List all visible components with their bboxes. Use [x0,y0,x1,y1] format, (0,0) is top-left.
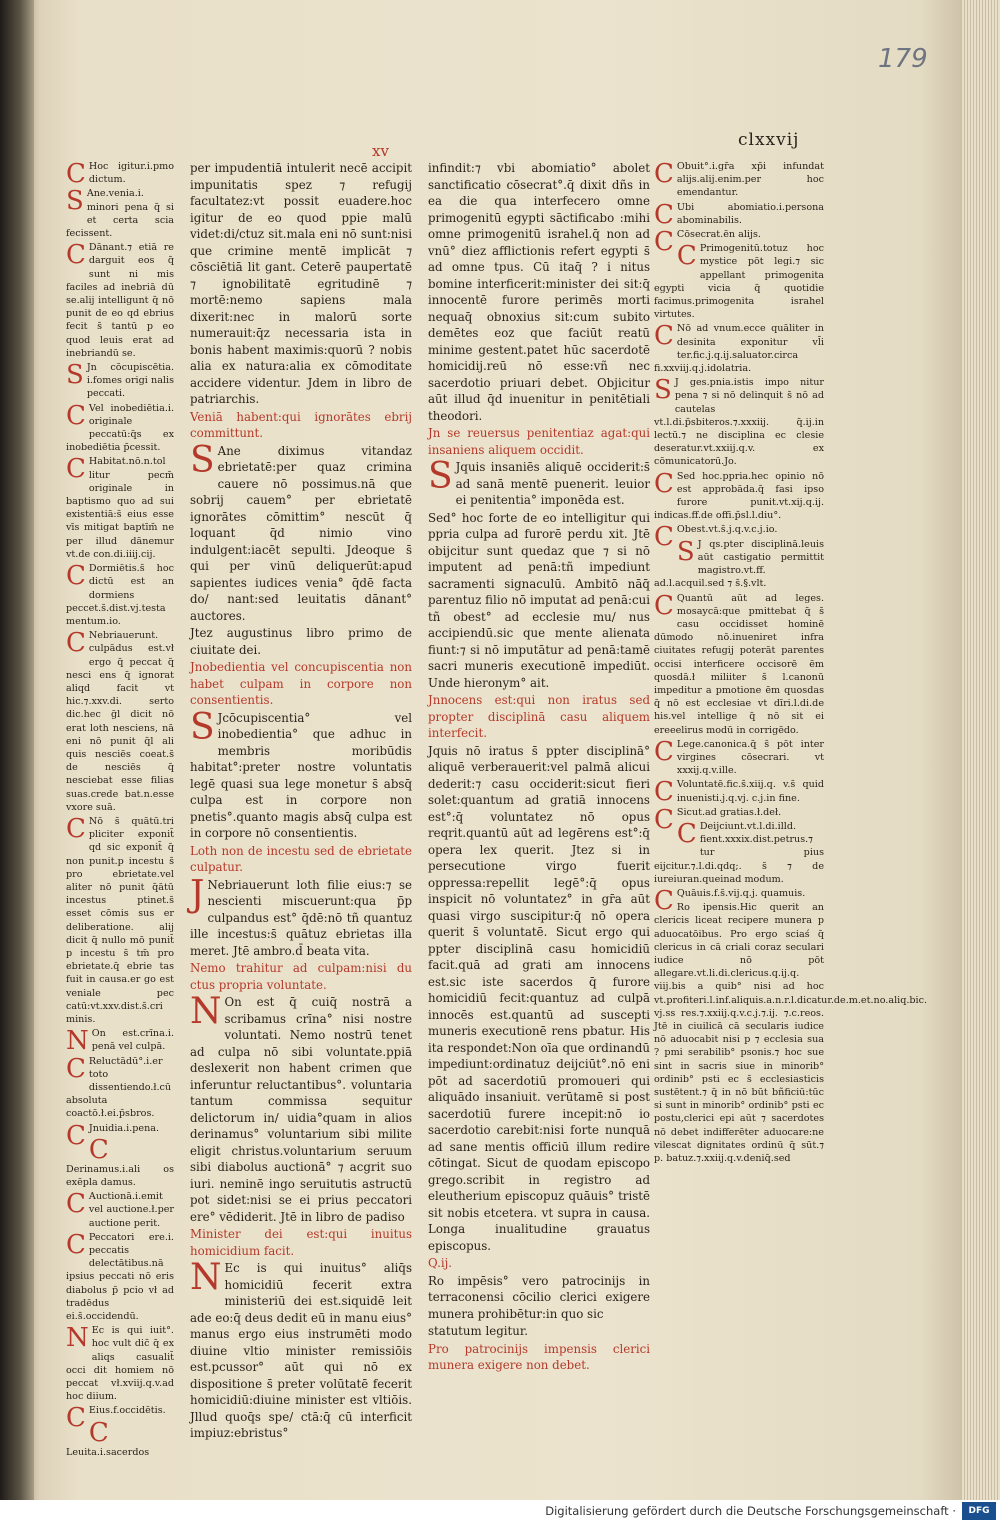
paragraph-text: Jnuidia.i.pena. [88,1122,160,1134]
text-paragraph [654,820,824,886]
paragraph-text: On est.crīna.i. penā vel culpā. [91,1028,174,1053]
initial-letter: S [66,360,84,391]
initial-letter: N [66,1323,89,1354]
text-paragraph [66,1190,174,1230]
paragraph-text: Nebriauerunt. culpādus est.vł ergo q̄ peccat q̄ nesci ens q̄ ignorat aliqd facit vt hic.⁊.xxv.di. serto dic.hec ḡl dicit nō erat loth nesciens, nā eni nō punit q̄l ali quis nesciēs coeat.s̄ de nesciēs q̄ nesciebat esse filias suas.crede bat.n.esse vxore suā. [66,630,174,813]
gloss-column-right [654,159,928,1310]
initial-letter: C [66,1120,86,1151]
paragraph-text: Nebriauerunt loth filie eius:⁊ se nescienti miscuerunt:qua p̄p culpandus est° q̄dē:nō tñ quantuz ille incestus:s̄ quātuz ebrietas illa meret. Jtē ambro.d̄ beata vita. [190,877,412,958]
text-paragraph [654,901,928,1165]
paragraph-text: J qs.pter disciplinā.leuis aūt castigatio permittit magistro.vt.ff. ad.l.acquil.sed ⁊ s̄.§.vlt. [654,538,824,590]
text-paragraph [66,455,174,561]
text-paragraph [428,1273,650,1323]
footer-bar [0,1500,1000,1523]
paragraph-text: Deijciunt.vt.l.di.illd. fient.xxxix.dist.petrus.⁊ tur pius eijcitur.⁊.l.di.qdq;. s̄ ⁊ de iureiuran.queinad modum. [654,820,824,885]
initial-letter: C [654,777,674,808]
text-paragraph [428,743,650,1255]
paragraph-text: Vel inobediētia.i. originale peccatū:q̄s ex inobediētia p̄cessit. [66,402,174,454]
paragraph-text: Jquis nō iratus s̄ ppter disciplinā° aliquē verberauerit:vel palmā alicui dederit:⁊ casu occiderit:sicut fieri solet:quantum ad gratiā innocens est°:q̄ voluntatez nō opus reqrit.quantū aūt ad legērens est°:q̄ opera lex querit. Jtez si in persecutione virgo fuerit oppressa:repellit legē°:q̄ opus inspicit nō voluntatez° in gr̄a aūt quasi virgo suscipitur:q̄ nō opera querit s̄ voluntatē. Sicut ergo qui ppter disciplinā casu homicidiū facit.quā ad grati am innocens est.sic iste sacerdos q̄ furore homicidiū fecit:quantuz ad culpā innocēs est.quantū ad suscepti muneris executionē rens pbatur. His ita respondet:Non oīa que ordinandū impediunt:ordinatuz deijciūt°.nō eni pōt ad sacerdotiū promoueri qui aliquādo insaniuit. verūtamē si post sacerdotiū furere incepit:nō io sacerdotio carebit:nisi forte nunquā ad sane mentis officiū illum redire cōtingat. Sicut de quodam episcopo grego.scribit in registro ad eleutherium episcopuz quāuis° tristē sit nobis etcetera. vt supra in causa. Longa inualitudine grauatus episcopus. [428,743,650,1253]
rubric-heading [428,1255,650,1272]
paragraph-text: Jn cōcupiscētia. i.fomes origi nalis peccati. [86,362,174,400]
paragraph-text: Minister dei est:qui inuitus homicidium facit. [190,1227,412,1258]
text-paragraph [654,199,824,230]
text-paragraph [66,159,174,189]
paragraph-text: Jcōcupiscentia° vel inobedientia° que adhuc in membris moribūdis habitat°:preter nostre voluntatis legē quasi sua lege monetur s̄ absq̄ culpa est in corpore non pnetis°.quanto magis absq̄ culpa est in corpore nō consentientis. [190,710,412,840]
paragraph-text: Jtez augustinus libro primo de ciuitate dei. [190,626,412,657]
text-paragraph [190,873,412,960]
text-paragraph [190,706,412,842]
paragraph-text: Jn se reuersus penitentiaz agat:qui insaniens aliquem occidit. [428,426,650,457]
initial-letter: S [654,375,672,406]
text-paragraph [654,160,824,200]
paragraph-text: Primogenitū.totuz hoc mystice pōt legi.⁊ sic appellant primogenita egypti vicia q̄ quotidie facimus.primogenita israhel virtutes. [654,243,824,321]
paragraph-text: Sed hoc.ppria.hec opinio nō est approbāda.q̄ fasi ipso furore punit.vt.xij.q.ij. indicas.ff.de offi.p̄sl.l.diu°. [654,470,824,522]
paragraph-text: Jnobedientia vel concupiscentia non habet culpam in corpore non consentientis. [190,660,412,707]
initial-letter: C [66,1403,86,1434]
paragraph-text: Lege.canonica.q̄ s̄ pōt inter virgines cōsecrari. vt xxxij.q.v.ille. [676,738,824,777]
initial-letter: C [654,736,674,767]
paragraph-text: Veniā habent:qui ignorātes ebrij committunt. [190,409,412,440]
text-paragraph [190,1257,412,1442]
initial-letter: C [66,159,86,189]
initial-letter: C [654,159,674,189]
text-paragraph [428,456,650,509]
initial-letter: C [66,400,86,431]
text-paragraph [190,991,412,1225]
paragraph-text: Eius.f.occidētis. [88,1405,166,1417]
paragraph-text: Q.ij. [428,1256,453,1270]
text-paragraph [66,1231,174,1323]
paragraph-text: Reluctādū°.i.er toto dissentiendo.ł.cū absoluta coactō.ł.ei.p̄sbros. [66,1055,172,1120]
rubric-heading [190,659,412,709]
text-paragraph [66,1026,174,1057]
rubric-heading [428,1341,650,1374]
paragraph-text: Ec is qui iuit°. hoc vult dic̄ q̄ ex aliqs casualit̄ occi dit homiem nō peccat vł.xviij.q.v.ad hoc diium. [66,1325,174,1403]
paragraph-text: On est q̄ cuiq̄ nostrā a scribamus crīna° nisi nostre voluntati. Nemo nostrū tenet ad culpa nō sibi voluntate.ppiā deslexerit non habent crimen que inferuntur reluctantibus°. voluntaria tantum commissa sequitur delictorum in/ uidia°quam in alios derinamus° voluntarium sibi milite eligit christus.voluntarium seruum sibi diabolus auctionā° ⁊ acgrit suo iuri. neminē ingo seruitutis astructū pot sidet:nisi se ei prius peccatori ere° vēdiderit. Jtē in libro de padiso [190,995,412,1224]
page-fore-edge [962,0,1000,1500]
initial-letter: C [654,804,674,835]
text-paragraph [654,522,824,553]
funding-credit: Digitalisierung gefördert durch die Deutsche Forschungsgemeinschaft · [545,1504,956,1518]
initial-letter: C [88,1417,109,1448]
initial-letter: C [654,522,674,553]
text-paragraph [66,629,174,814]
text-paragraph [66,815,174,1026]
paragraph-text: Derinamus.i.ali os exēpla damus. [66,1163,174,1189]
initial-letter: J [190,873,205,915]
text-column-left [190,160,412,1440]
folio-number: clxxvij [738,130,800,150]
initial-letter: N [66,1026,89,1057]
paragraph-text: Auctionā.i.emit vel auctione.ł.per auctione perit. [88,1191,174,1229]
text-paragraph [654,538,824,591]
paragraph-text: Habitat.nō.n.tol litur pecm̄ originale in baptismo quo ad sui existentiā:s̄ eius esse vīs mitigat baptīm̄ ne per illud dānemur vt.de con.di.iiij.cij. [66,456,174,560]
paragraph-text: Nō ad vnum.ecce quāliter in desinita exponitur vl̄i ter.fic.j.q.ij.saluator.circa fi.xxviij.q.j.idolatria. [654,323,824,375]
rubric-heading [190,409,412,442]
initial-letter: C [88,1134,109,1165]
initial-letter: S [190,439,215,481]
initial-letter: C [66,561,86,592]
paragraph-text: Pro patrocinijs impensis clerici munera exigere non debet. [428,1341,650,1372]
paragraph-text: Nō s̄ quātū.tri pliciter exponit̄ qd sic exponit̄ q̄ non punit.p incestu s̄ pro ebrietate.vel aliter nō punit q̄ātū incestus ptinet.s̄ esset cōmis sus er deliberatione. alij dicit q̄ nullo mō punit̄ p incestu s̄ tm̄ pro ebrietate.q̄ ebrie tas fuit in causa.er go est veniale pec catū:vt.xxv.dist.s̄.cri minis. [66,815,174,1025]
paragraph-text: J ges.pnia.istis impo nitur pena ⁊ si nō delinquit s̄ nō ad cautelas vt.l.di.p̄sbiteros.⁊.xxxiij. q̄.ij.in lectū.⁊ ne disciplina ec clesie deseratur.vt.xxiij.q.v. ex cōmunicatorū.Jo. [654,377,824,468]
initial-letter: C [66,240,86,271]
initial-letter: N [190,991,222,1032]
initial-letter: C [66,454,86,485]
paragraph-text: Cōsecrat.ēn alijs. [676,229,761,241]
paragraph-text: Ec is qui inuitus° aliq̄s homicidiū fecerit extra ministeriū dei est.siquidē leit ade eo:q̄ deus dedit eū in manu eius° manus ergo eius instrumēti modo diuine vltio minister remissiōis est.pcussor° aūt qui nō ex dispositione s̄ preter volūtatē fecerit homicidiū:diuine minister est vltiōis. Jllud quoq̄s spe/ ctā:q̄ cū interficit impiuz:ebristus° [190,1261,412,1440]
paragraph-text: Sed° hoc forte de eo intelligitur qui ppria culpa ad furorē perdu xit. Jtē obijcitur sunt quedaz que ⁊ si nō imputent ad penā:tñ impediunt sacramenti signaculū. Ambitō nāq̄ parentuz filio nō imputat ad penā:cui tñ obest° ad ecclesie mu/ nus accipiendū.sic que mente alienata fiunt:⁊ si nō imputātur ad penā:tamē sacri muneris executionē impediūt. Unde hieronym° ait. [428,510,650,690]
paragraph-text: Jnnocens est:qui non iratus sed propter disciplinā casu aliquem interfecit. [428,693,650,740]
text-paragraph [654,470,824,523]
rubric-heading [428,692,650,742]
paragraph-text: Ro impēsis° vero patrocinijs in terraconensi cōcilio clerici exigere munera prohibētur:in quo sic [428,1273,650,1321]
signature-mark: xv [372,142,389,160]
initial-letter: C [676,818,697,849]
text-paragraph [66,562,174,628]
paragraph-text: Voluntatē.fic.s̄.xiij.q. v.s̄ quid inuenisti.j.q.vj. c.j.in fine. [676,779,824,804]
initial-letter: C [654,590,674,621]
initial-letter: C [66,1053,86,1084]
paragraph-text: Hoc igitur.i.pmo dictum. [88,161,174,186]
initial-letter: C [66,628,86,659]
rubric-heading [190,843,412,876]
text-paragraph [66,187,174,240]
paragraph-text: Ubi abomiatio.i.persona abominabilis. [676,201,824,226]
initial-letter: C [66,1229,86,1260]
text-paragraph [66,1120,174,1151]
text-paragraph [66,241,174,360]
book-gutter [0,0,34,1500]
text-paragraph [654,885,824,916]
paragraph-text: per impudentiā intulerit necē accipit impunitatis spez ⁊ refugij facultatez:vt possit euadere.hoc igitur de eo quod ppie malū videt:di/ctuz sit.mala eni nō sunt:nisi que crimine mentē implicāt ⁊ cōsciētiā lit gant. Ceterē paupertatē ⁊ ignobilitatē egritudinē ⁊ mortē:nemo sapiens mala dixerit:nec in malorū sorte numerauit:q̄z necessaria ista in bonis habent maximis:quorū ? nobis alia ex natura:alia ex cōmoditate accidere videntur. Jdem in libro de patriarchis. [190,161,412,406]
initial-letter: C [654,885,674,916]
text-paragraph [654,376,824,468]
dfg-logo: DFG [962,1502,996,1520]
initial-letter: C [654,227,674,258]
paragraph-text: statutum legitur. [428,1324,528,1338]
paragraph-text: Quantū aūt ad leges. mosaycā:que pmittebat q̄ s̄ casu occidisset hominē dūmodo nō.inueniret infra ciuitates refugij poterāt parentes occisi interficere occisorē ēm quosdā.ł miliiter s̄ l.canonū impeditur a pmotione ēm quosdas q̄ nō est ecclesiae vt dīri.l.di.de his.vel intellige q̄ nō sit ei ereeelirus modū in corrigēdo. [654,592,824,736]
initial-letter: C [654,321,674,352]
paragraph-text: Quāuis.f.s̄.vij.q.j. quamuis. [676,887,806,899]
text-paragraph [654,738,824,778]
rubric-heading [190,960,412,993]
initial-letter: S [428,456,453,497]
paragraph-text: infindit:⁊ vbi abomiatio° abolet sanctificatio cōsecrat°.q̄ dixit dñs in ea die qua interfecero omne primogenitū egypti sāctificabo :mihi omne primogenitū israhel.q̄ non ad vnū° diez afflictionis refert egypti s̄ ad omne tpus. Cū itaq̄ ? i nitus bomine interficerit:minister dei sit:q̄ innocentē furore perimēs morti nequaq̄ obnoxius sit:cum subito demētes eoz que faciūt reatū minime gestent.patet hūc sacerdotē homicidij.reū nō esse:vñ nec sacerdotio priuari debet. Objicitur aūt illud q̄d inuenitur in penitētiali theodori. [428,161,650,423]
text-paragraph [190,160,412,408]
paragraph-text: Dormiētis.s̄ hoc dictū est an dormiens peccet.s̄.dist.vj.testa mentum.io. [66,563,174,627]
text-paragraph [654,777,824,808]
paragraph-text: Peccatori ere.i. peccatis delectātibus.nā ipsius peccati nō eris diabolus p̄ pcio vł ad tradēdus ei.s̄.occidendū. [66,1231,174,1323]
initial-letter: C [654,199,674,230]
initial-letter: S [190,706,215,748]
paragraph-text: Jquis insaniēs aliquē occiderit:s̄ ad sanā mentē puenerit. leuior ei penitentia° imponēda est. [455,460,650,507]
text-paragraph [66,1055,174,1121]
paragraph-text: Ane diximus vitandaz ebrietatē:per quaz crimina cauere nō possimus.nā que sobrij cauem° per ebrietatē ignorātes cōmittim° nescūt q̄ loquant q̄d nimio vino indulgent:iacēt sepulti. Jdeoque s̄ qui per vinū deliquerūt:apud sapientes iudices venia° q̄dē facta do/ nant:sed leuitatis dānant° auctores. [190,443,412,623]
paragraph-text: Leuita.i.sacerdos [66,1446,150,1458]
paragraph-text: Nemo trahitur ad culpam:nisi du ctus propria voluntate. [190,961,412,992]
paragraph-text: Obuit°.i.gr̄a xp̄i infundat alijs.alij.enim.per hoc emendantur. [676,161,824,199]
text-paragraph [66,402,174,455]
paragraph-text: Ane.venia.i. minori pena q̄ si et certa scia fecissent. [66,188,174,240]
text-paragraph [654,322,824,375]
text-paragraph [190,439,412,625]
initial-letter: S [66,186,84,217]
text-paragraph [190,625,412,658]
rubric-heading [190,1226,412,1259]
text-paragraph [66,1324,174,1403]
text-paragraph [654,227,824,258]
text-paragraph [654,804,824,835]
text-paragraph [428,510,650,692]
paragraph-text: Loth non de incestu sed de ebrietate culpatur. [190,843,412,874]
paragraph-text: Obest.vt.s̄.j.q.v.c.j.io. [676,524,778,536]
pencil-page-number: 179 [878,44,928,74]
text-column-right [428,160,650,1372]
paragraph-text: Sicut.ad gratias.ł.deł. [676,806,782,818]
initial-letter: C [676,241,697,272]
text-paragraph [66,361,174,401]
rubric-heading [428,425,650,458]
text-paragraph [66,1403,174,1434]
paragraph-text: Dānant.⁊ etiā re darguit eos q̄ sunt ni mis faciles ad inebriā dū se.alij intelligunt q̄ nō punit de eo qd ebrius fecit s̄ tantū p eo quod leuis erat ad inebriandū se. [66,242,174,359]
text-paragraph [428,1323,650,1340]
text-paragraph [428,160,650,424]
initial-letter: C [654,468,674,499]
text-paragraph [654,242,824,321]
initial-letter: C [66,813,86,844]
initial-letter: C [66,1189,86,1220]
paragraph-text: Ro ipensis.Hic querit an clericis liceat recipere munera p aduocatōibus. Pro ergo sciaś q̄ clericus in cā criali coraz seculari iudice nō pōt allegare.vt.li.di.clericus.q.ij.q. viij.bis a quib° nisi ad hoc vt.profiteri.l.inf.aliquis.a.n.r.l.dicatur.de.m.et.no.aliq.bic. vj.ss res.⁊.xxiij.q.v.c.j.⁊.ij. ⁊.c.reos. Jtē in ciuilicā cā secularis iudice nō aduocabit nisi p ⁊ ecclesia sua ? pmi serabilib° psonis.⁊ hoc sue sint in sacris siue in minorib° ordinib° psti ec s̄ ecclesiasticis sustētent.⁊ q̄ in nō būt bñficiū:tūc si sunt in minorib° ordinib° psti ec postu,clerici epi aūt ⁊ sacerdotes nō debet indifferēter aduocare:ne vilescat dignitates ordinū q̄ sūt.⁊ p. batuz.⁊.xxiij.q.v.deniq̄.sed [654,902,928,1165]
gloss-column-left [66,159,174,1458]
initial-letter: N [190,1257,222,1298]
text-paragraph [654,592,824,737]
initial-letter: S [676,536,695,567]
